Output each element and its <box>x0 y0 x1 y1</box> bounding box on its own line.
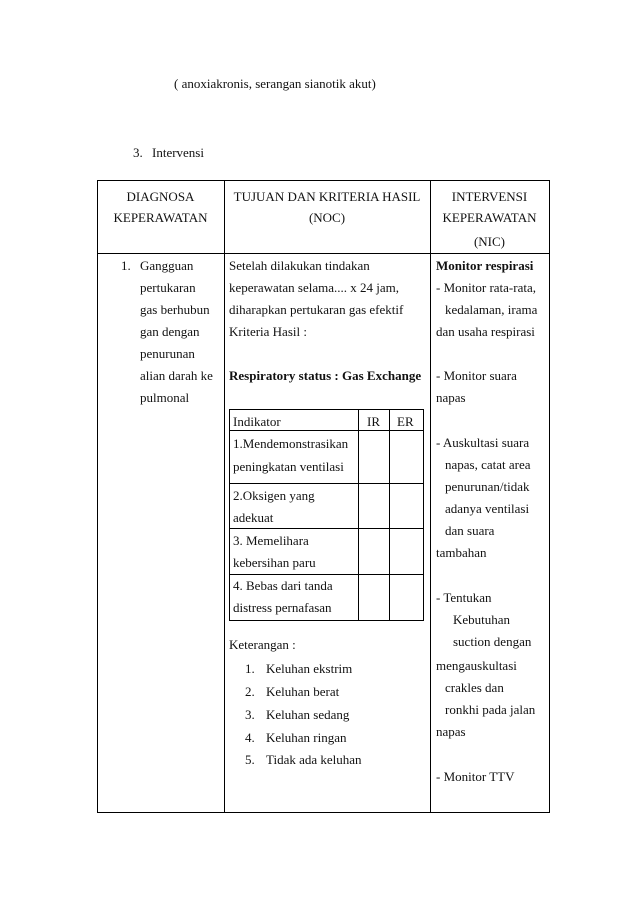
intervensi-line: - Tentukan <box>436 590 492 605</box>
table-header-divider <box>97 253 550 254</box>
indicator-row-2: 2.Oksigen yang <box>233 488 315 503</box>
intervensi-line: napas, catat area <box>445 457 531 472</box>
diagnosa-line: gas berhubun <box>140 302 210 317</box>
indicator-row-1: peningkatan ventilasi <box>233 459 344 474</box>
diagnosa-line: pulmonal <box>140 390 190 405</box>
intervensi-line: napas <box>436 390 466 405</box>
tujuan-line: keperawatan selama.... x 24 jam, <box>229 280 400 295</box>
keterangan-number: 1. <box>245 661 255 676</box>
indicator-row-3: kebersihan paru <box>233 555 316 570</box>
header-tujuan-line-2: (NOC) <box>308 210 346 225</box>
outcome-title: Respiratory status : Gas Exchange <box>229 368 422 383</box>
keterangan-item: Tidak ada keluhan <box>266 752 362 767</box>
intervensi-line: kedalaman, irama <box>445 302 538 317</box>
intervensi-line: napas <box>436 724 466 739</box>
header-intervensi-line-1: INTERVENSI <box>451 189 528 204</box>
keterangan-number: 5. <box>245 752 255 767</box>
header-intervensi-line-2: KEPERAWATAN <box>442 210 537 225</box>
indicator-row-divider <box>229 430 423 431</box>
header-diagnosa-line-1: DIAGNOSA <box>126 189 195 204</box>
intervensi-line: dan usaha respirasi <box>436 324 535 339</box>
intervensi-line: mengauskultasi <box>436 658 517 673</box>
keterangan-item: Keluhan sedang <box>266 707 350 722</box>
indicator-row-4: 4. Bebas dari tanda <box>233 578 333 593</box>
intervensi-line: tambahan <box>436 545 487 560</box>
keterangan-item: Keluhan berat <box>266 684 340 699</box>
indicator-row-1: 1.Mendemonstrasikan <box>233 436 349 451</box>
table-border-bottom <box>97 812 550 813</box>
tujuan-line: Setelah dilakukan tindakan <box>229 258 370 273</box>
diagnosa-line: alian darah ke <box>140 368 213 383</box>
indicator-header-ir: IR <box>367 414 380 429</box>
table-border-left <box>97 180 98 813</box>
intervensi-line: dan suara <box>445 523 495 538</box>
section-title: Intervensi <box>152 145 204 160</box>
keterangan-number: 4. <box>245 730 255 745</box>
tujuan-line: diharapkan pertukaran gas efektif <box>229 302 404 317</box>
intervensi-line: - Monitor TTV <box>436 769 515 784</box>
indicator-col-divider-2 <box>389 409 390 620</box>
intro-note: ( anoxiakronis, serangan sianotik akut) <box>174 76 376 91</box>
intervensi-line: - Auskultasi suara <box>436 435 530 450</box>
keterangan-item: Keluhan ringan <box>266 730 347 745</box>
intervensi-line: crakles dan <box>445 680 504 695</box>
section-number: 3. <box>133 145 143 160</box>
keterangan-label: Keterangan : <box>229 637 296 652</box>
intervensi-line: - Monitor rata-rata, <box>436 280 536 295</box>
indicator-col-divider-1 <box>358 409 359 620</box>
diagnosa-number: 1. <box>121 258 131 273</box>
keterangan-number: 3. <box>245 707 255 722</box>
tujuan-line: Kriteria Hasil : <box>229 324 307 339</box>
table-border-top <box>97 180 550 181</box>
table-border-right <box>549 180 550 813</box>
indicator-header-er: ER <box>397 414 414 429</box>
diagnosa-line: penurunan <box>140 346 195 361</box>
indicator-row-divider <box>229 574 423 575</box>
header-tujuan-line-1: TUJUAN DAN KRITERIA HASIL <box>233 189 421 204</box>
intervensi-line: adanya ventilasi <box>445 501 530 516</box>
intervensi-title: Monitor respirasi <box>436 258 534 273</box>
intervensi-line: penurunan/tidak <box>445 479 530 494</box>
diagnosa-line: pertukaran <box>140 280 196 295</box>
indicator-row-divider <box>229 483 423 484</box>
keterangan-item: Keluhan ekstrim <box>266 661 353 676</box>
indicator-row-divider <box>229 528 423 529</box>
diagnosa-line: Gangguan <box>140 258 194 273</box>
indicator-header: Indikator <box>233 414 281 429</box>
keterangan-number: 2. <box>245 684 255 699</box>
indicator-row-3: 3. Memelihara <box>233 533 309 548</box>
table-column-divider-2 <box>430 180 431 813</box>
indicator-row-4: distress pernafasan <box>233 600 332 615</box>
header-diagnosa-line-2: KEPERAWATAN <box>113 210 208 225</box>
intervensi-line: ronkhi pada jalan <box>445 702 536 717</box>
intervensi-line: Kebutuhan <box>453 612 511 627</box>
header-intervensi-line-3: (NIC) <box>473 234 506 249</box>
diagnosa-line: gan dengan <box>140 324 200 339</box>
intervensi-line: - Monitor suara <box>436 368 517 383</box>
intervensi-line: suction dengan <box>453 634 532 649</box>
indicator-row-2: adekuat <box>233 510 274 525</box>
table-column-divider-1 <box>224 180 225 813</box>
